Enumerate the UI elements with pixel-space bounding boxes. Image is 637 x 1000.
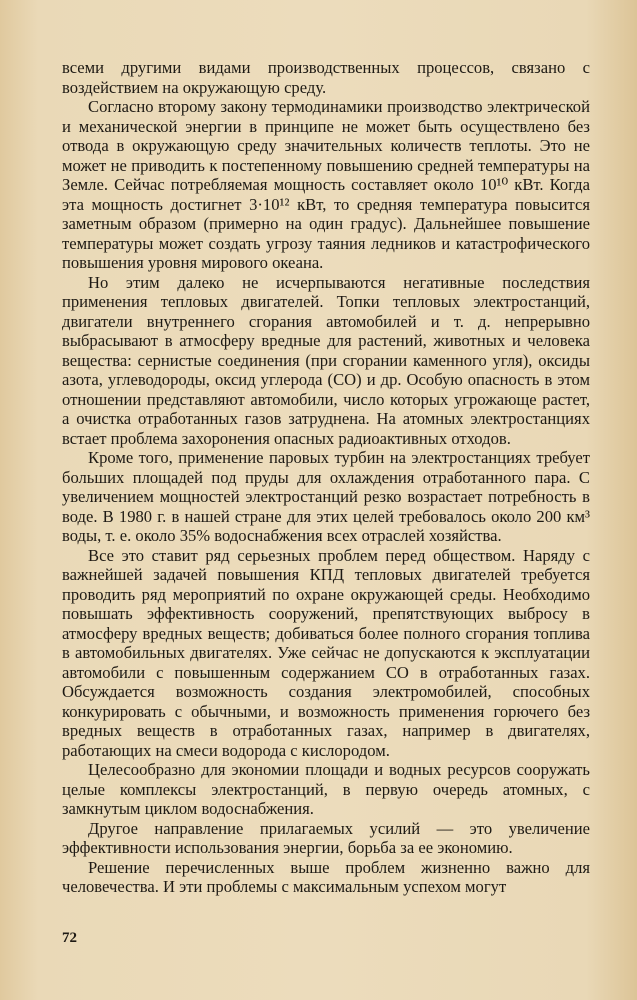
paragraph-4: Кроме того, применение паровых турбин на электростанциях требует больших площадей под пруды для охлаждения отработанного пара. С увеличением мощностей электростанций резко возрастает потребность в воде. В 1980 г. в нашей стране для этих целей требовалось около 200 км³ воды, т. е. около 35% водоснабжения всех отраслей хозяйства. — [62, 448, 590, 545]
paragraph-7: Другое направление прилагаемых усилий — это увеличение эффективности использования энергии, борьба за ее экономию. — [62, 818, 590, 857]
body-text — [62, 58, 590, 897]
paragraph-1: всеми другими видами производственных процессов, связано с воздействием на окружающую среду. — [62, 58, 590, 97]
paragraph-5: Все это ставит ряд серьезных проблем перед обществом. Наряду с важнейшей задачей повышения КПД тепловых двигателей требуется проводить ряд мероприятий по охране окружающей среды. Необходимо повышать эффективность сооружений, препятствующих выбросу в атмосферу вредных веществ; добиваться более полного сгорания топлива в автомобильных двигателях. Уже сейчас не допускаются к эксплуатации автомобили с повышенным содержанием CO в отработанных газах. Обсуждается возможность создания электромобилей, способных конкурировать с обычными, и возможность применения горючего без вредных веществ в отработанных газах, например в двигателях, работающих на смеси водорода с кислородом. — [62, 545, 590, 760]
paragraph-6: Целесообразно для экономии площади и водных ресурсов сооружать целые комплексы электростанций, в первую очередь атомных, с замкнутым циклом водоснабжения. — [62, 760, 590, 818]
paragraph-3: Но этим далеко не исчерпываются негативные последствия применения тепловых двигателей. Топки тепловых электростанций, двигатели внутреннего сгорания автомобилей и т. д. непрерывно выбрасывают в атмосферу вредные для растений, животных и человека вещества: сернистые соединения (при сгорании каменного угля), оксиды азота, углеводороды, оксид углерода (CO) и др. Особую опасность в этом отношении представляют автомобили, число которых угрожающе растет, а очистка отработанных газов затруднена. На атомных электростанциях встает проблема захоронения опасных радиоактивных отходов. — [62, 272, 590, 448]
paragraph-8: Решение перечисленных выше проблем жизненно важно для человечества. И эти проблемы с максимальным успехом могут — [62, 857, 590, 896]
page-number: 72 — [62, 930, 77, 946]
paragraph-2: Согласно второму закону термодинамики производство электрической и механической энергии в принципе не может быть осуществлено без отвода в окружающую среду значительных количеств теплоты. Это не может не приводить к постепенному повышению средней температуры на Земле. Сейчас потребляемая мощность составляет около 10¹⁰ кВт. Когда эта мощность достигнет 3·10¹² кВт, то средняя температура повысится заметным образом (примерно на один градус). Дальнейшее повышение температуры может создать угрозу таяния ледников и катастрофического повышения уровня мирового океана. — [62, 97, 590, 272]
